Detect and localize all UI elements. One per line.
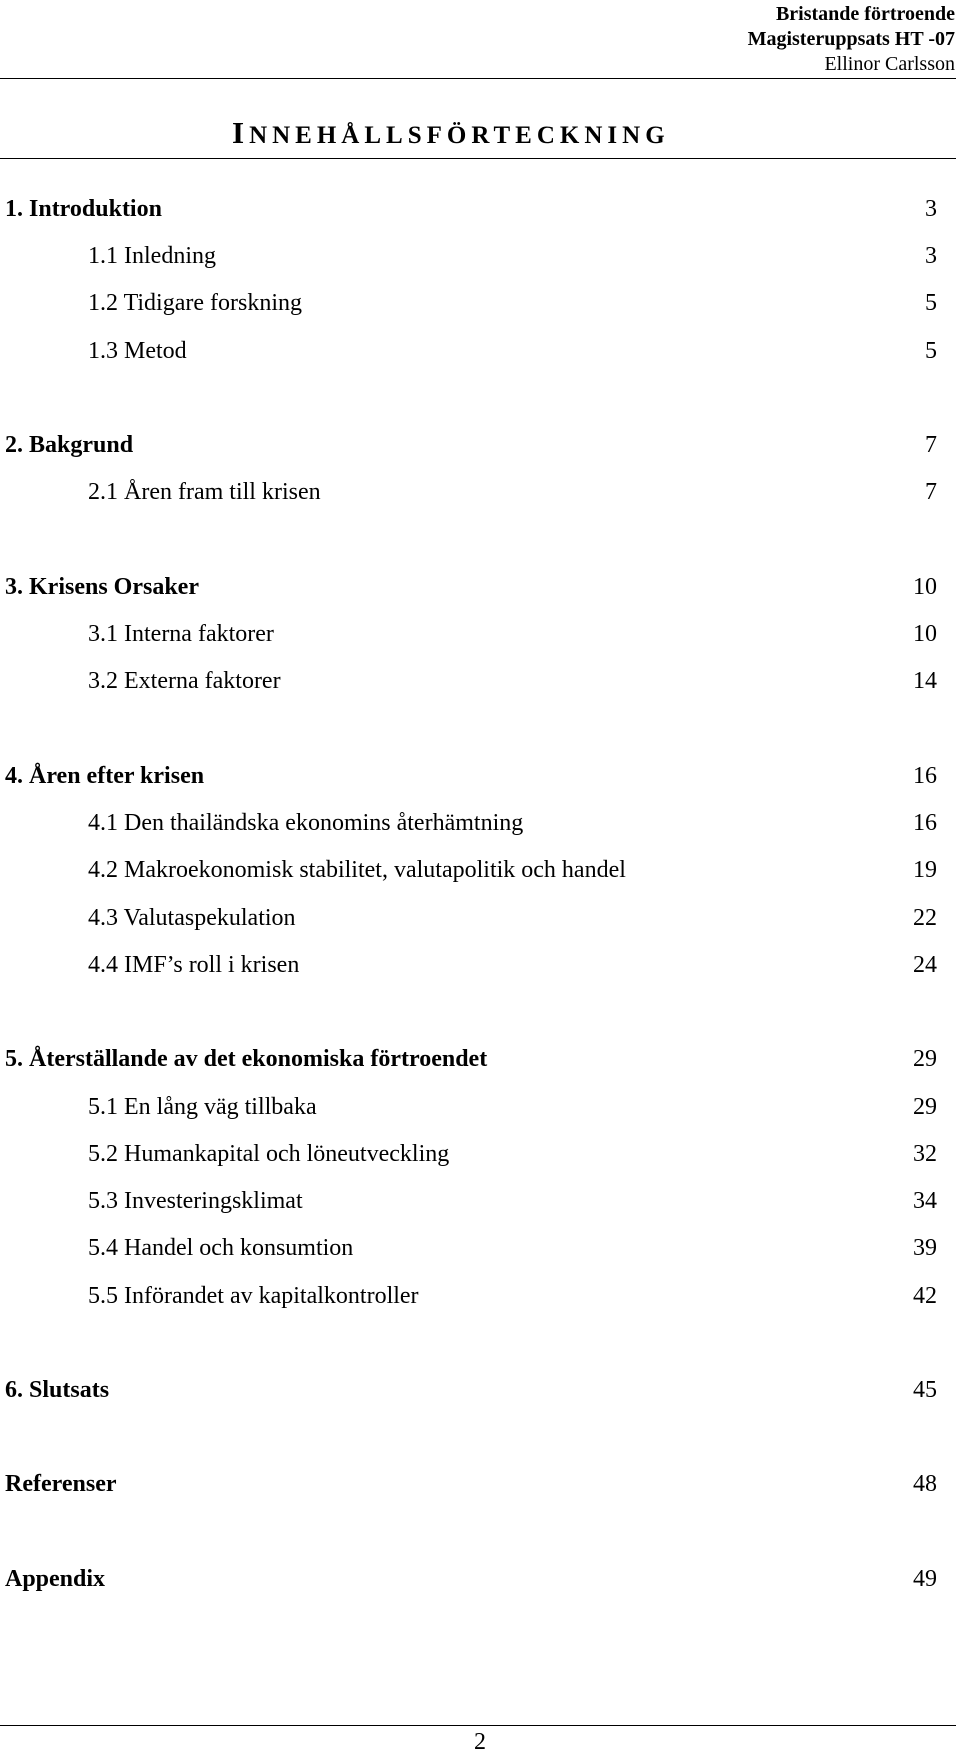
toc-entry-page: 22 xyxy=(913,905,937,931)
toc-entry-page: 19 xyxy=(913,857,937,883)
toc-entry-label: 3.2 Externa faktorer xyxy=(88,668,281,694)
header-title: Bristande förtroende xyxy=(775,3,955,25)
toc-entry-label: 2. Bakgrund xyxy=(5,432,134,458)
toc-entry[interactable] xyxy=(0,1469,937,1499)
toc-heading-rest: NNEHÅLLSFÖRTECKNING xyxy=(249,122,670,149)
toc-entry[interactable] xyxy=(0,950,937,980)
toc-entry-page: 45 xyxy=(913,1377,937,1403)
toc-entry[interactable] xyxy=(0,1186,937,1216)
toc-entry[interactable] xyxy=(0,1281,937,1311)
toc-entry[interactable] xyxy=(0,1564,937,1594)
toc-entry-label: 5.2 Humankapital och löneutveckling xyxy=(88,1141,450,1167)
toc-entry-label: Appendix xyxy=(5,1566,106,1592)
header-author: Ellinor Carlsson xyxy=(824,53,955,75)
page-number: 2 xyxy=(474,1729,486,1755)
toc-entry-page: 24 xyxy=(913,952,937,978)
toc-entry[interactable] xyxy=(0,619,937,649)
toc-heading xyxy=(232,115,670,151)
toc-entry-page: 29 xyxy=(913,1046,937,1072)
toc-entry-page: 10 xyxy=(913,574,937,600)
toc-entry-page: 42 xyxy=(913,1283,937,1309)
toc-entry[interactable] xyxy=(0,666,937,696)
toc-entry-label: 5.4 Handel och konsumtion xyxy=(88,1235,354,1261)
toc-entry[interactable] xyxy=(0,808,937,838)
header-divider xyxy=(0,78,956,79)
toc-entry-page: 48 xyxy=(913,1471,937,1497)
toc-entry-page: 14 xyxy=(913,668,937,694)
toc-entry-label: 2.1 Åren fram till krisen xyxy=(88,479,321,505)
toc-entry-page: 3 xyxy=(925,243,937,269)
toc-entry-page: 10 xyxy=(913,621,937,647)
toc-entry-page: 5 xyxy=(925,290,937,316)
footer-divider xyxy=(0,1725,956,1726)
toc-entry-page: 5 xyxy=(925,338,937,364)
running-header xyxy=(748,2,955,77)
toc-entry[interactable] xyxy=(0,572,937,602)
toc-entry-page: 29 xyxy=(913,1094,937,1120)
toc-entry-label: 4. Åren efter krisen xyxy=(5,763,205,789)
toc-entry[interactable] xyxy=(0,1044,937,1074)
toc-entry[interactable] xyxy=(0,477,937,507)
toc-entry-label: 6. Slutsats xyxy=(5,1377,110,1403)
toc-entry-label: 3.1 Interna faktorer xyxy=(88,621,274,647)
toc-entry-page: 16 xyxy=(913,810,937,836)
toc-entry[interactable] xyxy=(0,903,937,933)
toc-entry-label: 4.2 Makroekonomisk stabilitet, valutapolitik och handel xyxy=(88,857,626,883)
toc-entry-label: 1.3 Metod xyxy=(88,338,187,364)
header-course: Magisteruppsats HT -07 xyxy=(747,28,955,50)
toc-entry[interactable] xyxy=(0,241,937,271)
toc-entry[interactable] xyxy=(0,430,937,460)
toc-entry[interactable] xyxy=(0,1139,937,1169)
toc-entry-page: 32 xyxy=(913,1141,937,1167)
toc-entry-page: 16 xyxy=(913,763,937,789)
toc-entry-page: 7 xyxy=(925,432,937,458)
toc-entry-label: 1.1 Inledning xyxy=(88,243,216,269)
toc-entry-page: 3 xyxy=(925,196,937,222)
toc-entry-page: 39 xyxy=(913,1235,937,1261)
toc-entry-label: Referenser xyxy=(5,1471,117,1497)
toc-heading-initial: I xyxy=(232,115,250,150)
toc-entry-page: 34 xyxy=(913,1188,937,1214)
toc-entry[interactable] xyxy=(0,1375,937,1405)
toc-entry-label: 1.2 Tidigare forskning xyxy=(88,290,303,316)
toc-entry[interactable] xyxy=(0,1233,937,1263)
toc-entry-page: 7 xyxy=(925,479,937,505)
toc-entry-label: 5. Återställande av det ekonomiska förtroendet xyxy=(5,1046,488,1072)
toc-heading-divider xyxy=(0,158,956,159)
toc-entry-label: 5.5 Införandet av kapitalkontroller xyxy=(88,1283,419,1309)
toc-entry-label: 5.3 Investeringsklimat xyxy=(88,1188,303,1214)
toc-entry[interactable] xyxy=(0,855,937,885)
toc-entry[interactable] xyxy=(0,336,937,366)
toc-entry-label: 4.1 Den thailändska ekonomins återhämtning xyxy=(88,810,524,836)
toc-entry[interactable] xyxy=(0,288,937,318)
toc-entry-label: 5.1 En lång väg tillbaka xyxy=(88,1094,317,1120)
toc-entry[interactable] xyxy=(0,194,937,224)
toc-entry-label: 3. Krisens Orsaker xyxy=(5,574,199,600)
toc-entry[interactable] xyxy=(0,1092,937,1122)
toc-entry-label: 4.3 Valutaspekulation xyxy=(88,905,296,931)
toc-entry-page: 49 xyxy=(913,1566,937,1592)
toc-entry-label: 1. Introduktion xyxy=(5,196,162,222)
toc-entry[interactable] xyxy=(0,761,937,791)
toc-entry-label: 4.4 IMF’s roll i krisen xyxy=(88,952,300,978)
